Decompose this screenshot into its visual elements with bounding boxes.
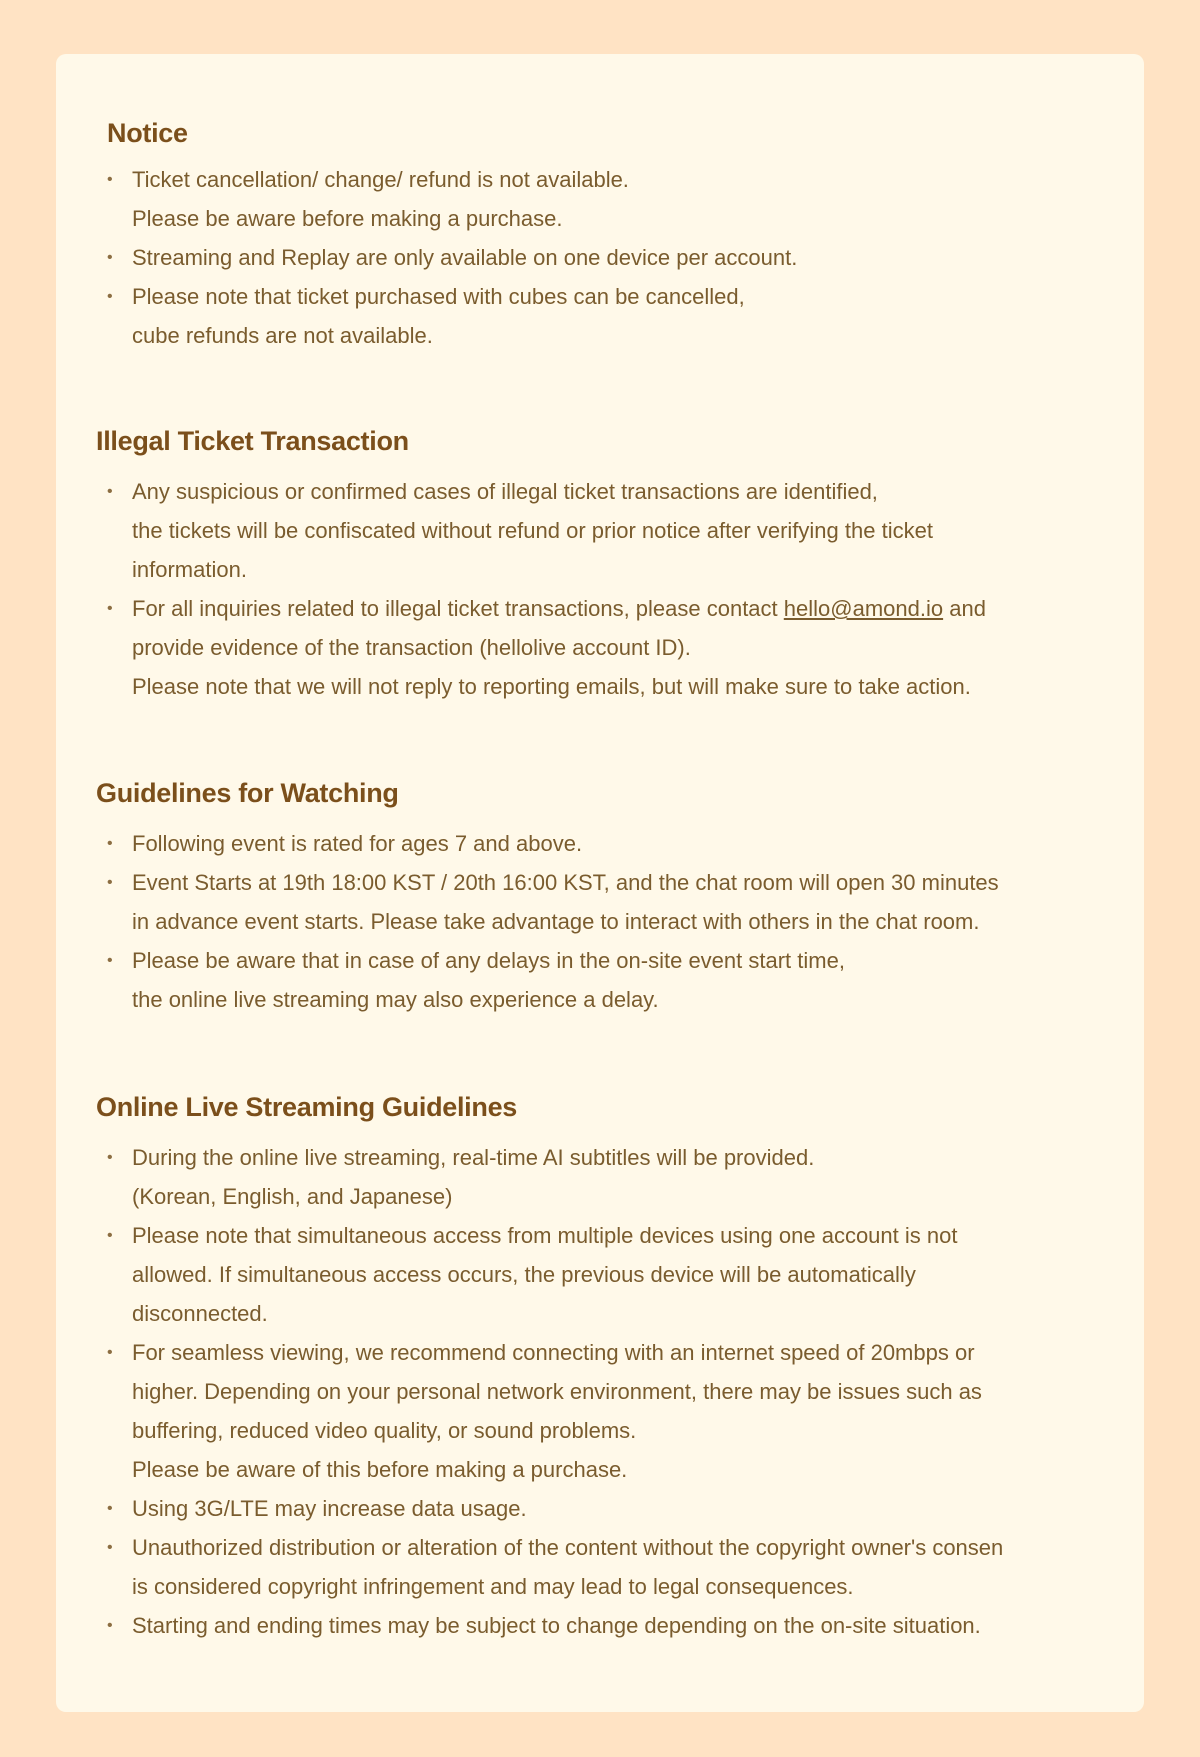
bullet-icon: • bbox=[107, 483, 113, 500]
list-item: • Following event is rated for ages 7 and above. bbox=[56, 824, 1144, 863]
streaming-guidelines-section bbox=[56, 1090, 1144, 1645]
list-item: • Streaming and Replay are only available on one device per account. bbox=[56, 238, 1144, 277]
streaming-guidelines-list bbox=[56, 1138, 1144, 1645]
list-item: • For all inquiries related to illegal ticket transactions, please contact hello@amond.io and provide evidence of the transaction (hellolive account ID). Please note that we will not reply to reporting emails, but will make sure to take action. bbox=[56, 589, 1144, 706]
list-item: • Any suspicious or confirmed cases of illegal ticket transactions are identified, the tickets will be confiscated without refund or prior notice after verifying the ticket information. bbox=[56, 472, 1144, 589]
section-title: Notice bbox=[107, 118, 188, 148]
list-item: • Unauthorized distribution or alteration of the content without the copyright owner's consen is considered copyright infringement and may lead to legal consequences. bbox=[56, 1528, 1144, 1606]
section-title: Online Live Streaming Guidelines bbox=[96, 1092, 518, 1122]
section-title: Illegal Ticket Transaction bbox=[96, 426, 409, 456]
list-item: • Event Starts at 19th 18:00 KST / 20th 16:00 KST, and the chat room will open 30 minutes in advance event starts. Please take advantage to interact with others in the chat room. bbox=[56, 863, 1144, 941]
watching-guidelines-section bbox=[56, 776, 1144, 1019]
notice-list bbox=[56, 160, 1144, 355]
list-item: • Ticket cancellation/ change/ refund is not available. Please be aware before making a purchase. bbox=[56, 160, 1144, 238]
bullet-icon: • bbox=[107, 1344, 113, 1361]
bullet-icon: • bbox=[107, 1539, 113, 1556]
bullet-icon: • bbox=[107, 1149, 113, 1166]
section-title: Guidelines for Watching bbox=[96, 778, 399, 808]
bullet-icon: • bbox=[107, 874, 113, 891]
bullet-icon: • bbox=[107, 1227, 113, 1244]
illegal-ticket-list bbox=[56, 472, 1144, 706]
bullet-icon: • bbox=[107, 288, 113, 305]
list-item: • Using 3G/LTE may increase data usage. bbox=[56, 1489, 1144, 1528]
illegal-ticket-section bbox=[56, 424, 1144, 706]
watching-guidelines-list bbox=[56, 824, 1144, 1019]
bullet-icon: • bbox=[107, 952, 113, 969]
bullet-icon: • bbox=[107, 600, 113, 617]
list-item: • Please note that simultaneous access from multiple devices using one account is not allowed. If simultaneous access occurs, the previous device will be automatically disconnected. bbox=[56, 1216, 1144, 1333]
list-item: • Please be aware that in case of any delays in the on-site event start time, the online live streaming may also experience a delay. bbox=[56, 941, 1144, 1019]
list-item: • Starting and ending times may be subject to change depending on the on-site situation. bbox=[56, 1606, 1144, 1645]
notice-section bbox=[56, 116, 1144, 355]
contact-email-link[interactable]: hello@amond.io bbox=[783, 596, 944, 621]
bullet-icon: • bbox=[107, 1500, 113, 1517]
bullet-icon: • bbox=[107, 249, 113, 266]
list-item: • Please note that ticket purchased with cubes can be cancelled, cube refunds are not available. bbox=[56, 277, 1144, 355]
bullet-icon: • bbox=[107, 171, 113, 188]
list-item: • During the online live streaming, real-time AI subtitles will be provided. (Korean, English, and Japanese) bbox=[56, 1138, 1144, 1216]
list-item: • For seamless viewing, we recommend connecting with an internet speed of 20mbps or higher. Depending on your personal network environment, there may be issues such as buffering, reduced video quality, or sound problems. Please be aware of this before making a purchase. bbox=[56, 1333, 1144, 1489]
bullet-icon: • bbox=[107, 835, 113, 852]
notice-card bbox=[56, 54, 1144, 1712]
bullet-icon: • bbox=[107, 1617, 113, 1634]
